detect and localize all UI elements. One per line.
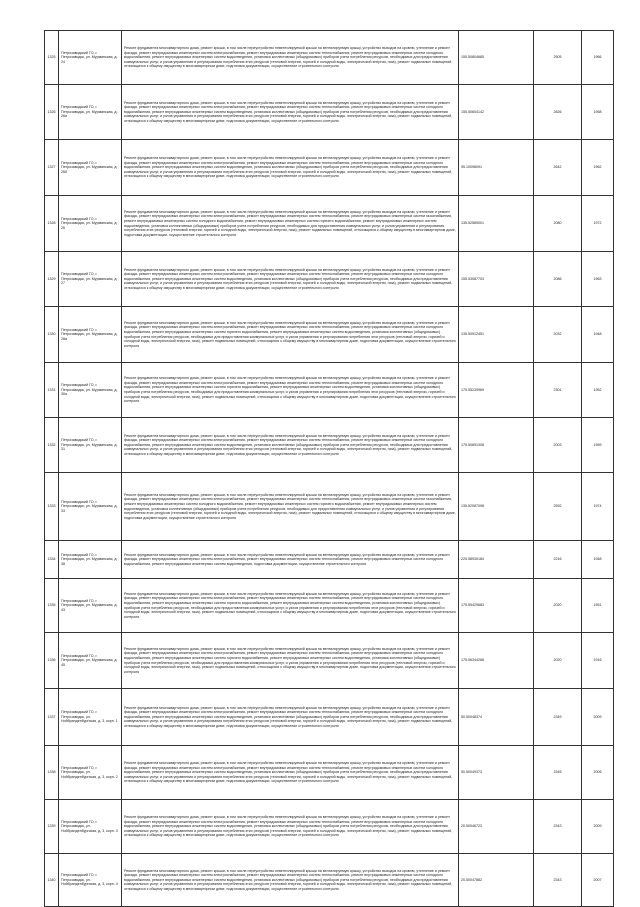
address-cell: Петрозаводский ГО, г. Петрозаводск, ул. Нойбранденбургская, д. 3, корп. 4 bbox=[59, 854, 122, 907]
address-cell: Петрозаводский ГО, г. Петрозаводск, ул. Нойбранденбургская, д. 3, корп. 2 bbox=[59, 746, 122, 800]
cost-cell: 20.50046723 bbox=[459, 800, 534, 854]
row-number: 1332 bbox=[45, 418, 59, 473]
area-cell: 2349 bbox=[534, 689, 582, 746]
year-built-cell: 1962 bbox=[582, 140, 614, 196]
row-number: 1328 bbox=[45, 196, 59, 252]
cost-cell: 50.50049373 bbox=[459, 746, 534, 800]
area-cell: 2301 bbox=[534, 363, 582, 418]
table-row bbox=[45, 633, 614, 689]
area-cell: 2826 bbox=[534, 85, 582, 140]
cost-cell: 135.52589001 bbox=[459, 196, 534, 252]
works-description-cell: Ремонт фундамента многоквартирного дома, ремонт крыши, в том числе переустройство невентилируемой крыши на вентилируемую крышу, устройство выходов на кровлю, утепление и ремонт фасада, ремонт внутридомовых инженерных систем электроснабжения, ремонт внутридомовых инженерных систем теплоснабжения, ремонт внутридомовых инженерных систем холодного водоснабжения, ремонт внутридомовых инженерных систем водоотведения, подготовка документации, осуществление строительного контроля bbox=[122, 541, 459, 579]
cost-cell: 225.58930184 bbox=[459, 541, 534, 579]
area-cell: 2345 bbox=[534, 746, 582, 800]
row-number: 1335 bbox=[45, 579, 59, 633]
year-built-cell: 1952 bbox=[582, 363, 614, 418]
year-built-cell: 1963 bbox=[582, 252, 614, 307]
works-description-cell: Ремонт фундамента многоквартирного дома, ремонт крыши, в том числе переустройство невентилируемой крыши на вентилируемую крышу, устройство выходов на кровлю, утепление и ремонт фасада, ремонт внутридомовых инженерных систем электроснабжения, ремонт внутридомовых инженерных систем теплоснабжения, ремонт внутридомовых инженерных систем холодного водоснабжения, ремонт внутридомовых инженерных систем водоотведения, установка коллективных (общедомовых) приборов учета потребления ресурсов, необходимых для предоставления коммунальных услуг, и узлов управления и регулирования потребления этих ресурсов (тепловой энергии, горячей и холодной воды, электрической энергии, газа), ремонт подвальных помещений, относящихся к общему имуществу в многоквартирном доме, подготовка документации, осуществление строительного контроля bbox=[122, 140, 459, 196]
works-description-cell: Ремонт фундамента многоквартирного дома, ремонт крыши, в том числе переустройство невентилируемой крыши на вентилируемую крышу, устройство выходов на кровлю, утепление и ремонт фасада, ремонт внутридомовых инженерных систем электроснабжения, ремонт внутридомовых инженерных систем теплоснабжения, ремонт внутридомовых инженерных систем холодного водоснабжения, ремонт внутридомовых инженерных систем водоотведения, установка коллективных (общедомовых) приборов учета потребления ресурсов, необходимых для предоставления коммунальных услуг, и узлов управления и регулирования потребления этих ресурсов (тепловой энергии, горячей и холодной воды, электрической энергии, газа), ремонт подвальных помещений, относящихся к общему имуществу в многоквартирном доме, подготовка документации, осуществление строительного контроля bbox=[122, 252, 459, 307]
table-row bbox=[45, 418, 614, 473]
cost-cell: 155.53087703 bbox=[459, 252, 534, 307]
address-cell: Петрозаводский ГО, г. Петрозаводск, ул. Мурманская, д. 26б bbox=[59, 140, 122, 196]
year-built-cell: 2009 bbox=[582, 800, 614, 854]
row-number: 1329 bbox=[45, 252, 59, 307]
row-number: 1334 bbox=[45, 541, 59, 579]
cost-cell: 175.55239969 bbox=[459, 363, 534, 418]
year-built-cell: 1959 bbox=[582, 418, 614, 473]
cost-cell: 95.10096091 bbox=[459, 140, 534, 196]
works-description-cell: Ремонт фундамента многоквартирного дома, ремонт крыши, в том числе переустройство невентилируемой крыши на вентилируемую крышу, устройство выходов на кровлю, утепление и ремонт фасада, ремонт внутридомовых инженерных систем электроснабжения, ремонт внутридомовых инженерных систем теплоснабжения, ремонт внутридомовых инженерных систем холодного водоснабжения, ремонт внутридомовых инженерных систем горячего водоснабжения, ремонт внутридомовых инженерных систем водоотведения, установка коллективных (общедомовых) приборов учета потребления ресурсов, необходимых для предоставления коммунальных услуг, и узлов управления и регулирования потребления этих ресурсов (тепловой энергии, горячей и холодной воды, электрической энергии, газа), ремонт подвальных помещений, относящихся к общему имуществу в многоквартирном доме, подготовка документации, осуществление строительного контроля bbox=[122, 363, 459, 418]
table-row bbox=[45, 196, 614, 252]
works-description-cell: Ремонт фундамента многоквартирного дома, ремонт крыши, в том числе переустройство невентилируемой крыши на вентилируемую крышу, устройство выходов на кровлю, утепление и ремонт фасада, ремонт внутридомовых инженерных систем электроснабжения, ремонт внутридомовых инженерных систем теплоснабжения, ремонт внутридомовых инженерных систем холодного водоснабжения, ремонт внутридомовых инженерных систем водоотведения, установка коллективных (общедомовых) приборов учета потребления ресурсов, необходимых для предоставления коммунальных услуг, и узлов управления и регулирования потребления этих ресурсов (тепловой энергии, горячей и холодной воды, электрической энергии, газа), ремонт подвальных помещений, относящихся к общему имуществу в многоквартирном доме, подготовка документации, осуществление строительного контроля bbox=[122, 800, 459, 854]
area-cell: 2080 bbox=[534, 196, 582, 252]
works-description-cell: Ремонт фундамента многоквартирного дома, ремонт крыши, в том числе переустройство невентилируемой крыши на вентилируемую крышу, устройство выходов на кровлю, утепление и ремонт фасада, ремонт внутридомовых инженерных систем электроснабжения, ремонт внутридомовых инженерных систем теплоснабжения, ремонт внутридомовых инженерных систем холодного водоснабжения, ремонт внутридомовых инженерных систем горячего водоснабжения, ремонт внутридомовых инженерных систем водоотведения, установка коллективных (общедомовых) приборов учета потребления ресурсов, необходимых для предоставления коммунальных услуг, и узлов управления и регулирования потребления этих ресурсов (тепловой энергии, горячей и холодной воды, электрической энергии, газа), ремонт подвальных помещений, относящихся к общему имуществу в многоквартирном доме, подготовка документации, осуществление строительного контроля bbox=[122, 633, 459, 689]
area-cell: 2032 bbox=[534, 307, 582, 363]
address-cell: Петрозаводский ГО, г. Петрозаводск, ул. Мурманская, д. 28а bbox=[59, 307, 122, 363]
address-cell: Петрозаводский ГО, г. Петрозаводск, ул. Мурманская, д. 45 bbox=[59, 633, 122, 689]
year-built-cell: 2006 bbox=[582, 746, 614, 800]
table-row bbox=[45, 252, 614, 307]
cost-cell: 155.50804685 bbox=[459, 31, 534, 85]
works-description-cell: Ремонт фундамента многоквартирного дома, ремонт крыши, в том числе переустройство невентилируемой крыши на вентилируемую крышу, устройство выходов на кровлю, утепление и ремонт фасада, ремонт внутридомовых инженерных систем электроснабжения, ремонт внутридомовых инженерных систем теплоснабжения, ремонт внутридомовых инженерных систем холодного водоснабжения, ремонт внутридомовых инженерных систем горячего водоснабжения, ремонт внутридомовых инженерных систем водоотведения, установка коллективных (общедомовых) приборов учета потребления ресурсов, необходимых для предоставления коммунальных услуг, и узлов управления и регулирования потребления этих ресурсов (тепловой энергии, горячей и холодной воды, электрической энергии, газа), ремонт подвальных помещений, относящихся к общему имуществу в многоквартирном доме, подготовка документации, осуществление строительного контроля bbox=[122, 579, 459, 633]
year-built-cell: 1974 bbox=[582, 473, 614, 541]
works-description-cell: Ремонт фундамента многоквартирного дома, ремонт крыши, в том числе переустройство невентилируемой крыши на вентилируемую крышу, устройство выходов на кровлю, утепление и ремонт фасада, ремонт внутридомовых инженерных систем электроснабжения, ремонт внутридомовых инженерных систем теплоснабжения, ремонт внутридомовых инженерных систем холодного водоснабжения, ремонт внутридомовых инженерных систем горячего водоснабжения, ремонт внутридомовых инженерных систем водоотведения, установка коллективных (общедомовых) приборов учета потребления ресурсов, необходимых для предоставления коммунальных услуг, и узлов управления и регулирования потребления этих ресурсов (тепловой энергии, горячей и холодной воды, электрической энергии, газа), ремонт подвальных помещений, относящихся к общему имуществу в многоквартирном доме, подготовка документации, осуществление строительного контроля bbox=[122, 307, 459, 363]
area-cell: 2020 bbox=[534, 579, 582, 633]
table-row bbox=[45, 800, 614, 854]
cost-cell: 20.50047882 bbox=[459, 854, 534, 907]
table-row bbox=[45, 689, 614, 746]
year-built-cell: 1966 bbox=[582, 31, 614, 85]
works-description-cell: Ремонт фундамента многоквартирного дома, ремонт крыши, в том числе переустройство невентилируемой крыши на вентилируемую крышу, устройство выходов на кровлю, утепление и ремонт фасада, ремонт внутридомовых инженерных систем электроснабжения, ремонт внутридомовых инженерных систем теплоснабжения, ремонт внутридомовых инженерных систем холодного водоснабжения, ремонт внутридомовых инженерных систем водоотведения, установка коллективных (общедомовых) приборов учета потребления ресурсов, необходимых для предоставления коммунальных услуг, и узлов управления и регулирования потребления этих ресурсов (тепловой энергии, горячей и холодной воды, электрической энергии, газа), ремонт подвальных помещений, относящихся к общему имуществу в многоквартирном доме, подготовка документации, осуществление строительного контроля bbox=[122, 418, 459, 473]
year-built-cell: 1948 bbox=[582, 307, 614, 363]
table-body bbox=[45, 31, 614, 907]
year-built-cell: 1948 bbox=[582, 541, 614, 579]
address-cell: Петрозаводский ГО, г. Петрозаводск, ул. Мурманская, д. 26 bbox=[59, 196, 122, 252]
year-built-cell: 2007 bbox=[582, 854, 614, 907]
area-cell: 2343 bbox=[534, 800, 582, 854]
row-number: 1325 bbox=[45, 31, 59, 85]
address-cell: Петрозаводский ГО, г. Петрозаводск, ул. Мурманская, д. 33 bbox=[59, 473, 122, 541]
table-row bbox=[45, 363, 614, 418]
table-row bbox=[45, 85, 614, 140]
area-cell: 2592 bbox=[534, 473, 582, 541]
year-built-cell: 1958 bbox=[582, 85, 614, 140]
works-description-cell: Ремонт фундамента многоквартирного дома, ремонт крыши, в том числе переустройство невентилируемой крыши на вентилируемую крышу, устройство выходов на кровлю, утепление и ремонт фасада, ремонт внутридомовых инженерных систем электроснабжения, ремонт внутридомовых инженерных систем теплоснабжения, ремонт внутридомовых инженерных систем холодного водоснабжения, ремонт внутридомовых инженерных систем водоотведения, установка коллективных (общедомовых) приборов учета потребления ресурсов, необходимых для предоставления коммунальных услуг, и узлов управления и регулирования потребления этих ресурсов (тепловой энергии, горячей и холодной воды, электрической энергии, газа), ремонт подвальных помещений, относящихся к общему имуществу в многоквартирном доме, подготовка документации, осуществление строительного контроля bbox=[122, 854, 459, 907]
works-description-cell: Ремонт фундамента многоквартирного дома, ремонт крыши, в том числе переустройство невентилируемой крыши на вентилируемую крышу, устройство выходов на кровлю, утепление и ремонт фасада, ремонт внутридомовых инженерных систем электроснабжения, ремонт внутридомовых инженерных систем теплоснабжения, ремонт внутридомовых инженерных систем газоснабжения, ремонт внутридомовых инженерных систем холодного водоснабжения, ремонт внутридомовых инженерных систем горячего водоснабжения, ремонт внутридомовых инженерных систем водоотведения, установка коллективных (общедомовых) приборов учета потребления ресурсов, необходимых для предоставления коммунальных услуг, и узлов управления и регулирования потребления этих ресурсов (тепловой энергии, горячей и холодной воды, электрической энергии, газа), ремонт подвальных помещений, относящихся к общему имуществу в многоквартирном доме, подготовка документации, осуществление строительного контроля bbox=[122, 473, 459, 541]
area-cell: 2505 bbox=[534, 31, 582, 85]
row-number: 1326 bbox=[45, 85, 59, 140]
row-number: 1331 bbox=[45, 363, 59, 418]
area-cell: 2020 bbox=[534, 633, 582, 689]
year-built-cell: 1972 bbox=[582, 196, 614, 252]
row-number: 1336 bbox=[45, 633, 59, 689]
cost-cell: 175.55429683 bbox=[459, 579, 534, 633]
row-number: 1340 bbox=[45, 854, 59, 907]
row-number: 1327 bbox=[45, 140, 59, 196]
capital-repair-table bbox=[44, 30, 614, 907]
address-cell: Петрозаводский ГО, г. Петрозаводск, ул. Мурманская, д. 30а bbox=[59, 363, 122, 418]
table-row bbox=[45, 541, 614, 579]
cost-cell: 155.50604142 bbox=[459, 85, 534, 140]
row-number: 1338 bbox=[45, 746, 59, 800]
address-cell: Петрозаводский ГО, г. Петрозаводск, ул. Мурманская, д. 27 bbox=[59, 252, 122, 307]
works-description-cell: Ремонт фундамента многоквартирного дома, ремонт крыши, в том числе переустройство невентилируемой крыши на вентилируемую крышу, устройство выходов на кровлю, утепление и ремонт фасада, ремонт внутридомовых инженерных систем электроснабжения, ремонт внутридомовых инженерных систем теплоснабжения, ремонт внутридомовых инженерных систем холодного водоснабжения, ремонт внутридомовых инженерных систем водоотведения, установка коллективных (общедомовых) приборов учета потребления ресурсов, необходимых для предоставления коммунальных услуг, и узлов управления и регулирования потребления этих ресурсов (тепловой энергии, горячей и холодной воды, электрической энергии, газа), ремонт подвальных помещений, относящихся к общему имуществу в многоквартирном доме, подготовка документации, осуществление строительного контроля bbox=[122, 31, 459, 85]
address-cell: Петрозаводский ГО, г. Петрозаводск, ул. Мурманская, д. 38 bbox=[59, 541, 122, 579]
table-row bbox=[45, 473, 614, 541]
cost-cell: 135.50912451 bbox=[459, 307, 534, 363]
year-built-cell: 1951 bbox=[582, 579, 614, 633]
row-number: 1339 bbox=[45, 800, 59, 854]
address-cell: Петрозаводский ГО, г. Петрозаводск, ул. Мурманская, д. 24 bbox=[59, 31, 122, 85]
table-row bbox=[45, 579, 614, 633]
address-cell: Петрозаводский ГО, г. Петрозаводск, ул. Мурманская, д. 26а bbox=[59, 85, 122, 140]
address-cell: Петрозаводский ГО, г. Петрозаводск, ул. Нойбранденбургская, д. 3, корп. 3 bbox=[59, 800, 122, 854]
row-number: 1330 bbox=[45, 307, 59, 363]
cost-cell: 135.52087098 bbox=[459, 473, 534, 541]
cost-cell: 175.56344268 bbox=[459, 633, 534, 689]
year-built-cell: 1916 bbox=[582, 633, 614, 689]
area-cell: 2642 bbox=[534, 140, 582, 196]
row-number: 1333 bbox=[45, 473, 59, 541]
area-cell: 2086 bbox=[534, 252, 582, 307]
table-row bbox=[45, 746, 614, 800]
row-number: 1337 bbox=[45, 689, 59, 746]
cost-cell: 50.50048374 bbox=[459, 689, 534, 746]
works-description-cell: Ремонт фундамента многоквартирного дома, ремонт крыши, в том числе переустройство невентилируемой крыши на вентилируемую крышу, устройство выходов на кровлю, утепление и ремонт фасада, ремонт внутридомовых инженерных систем электроснабжения, ремонт внутридомовых инженерных систем теплоснабжения, ремонт внутридомовых инженерных систем газоснабжения, ремонт внутридомовых инженерных систем холодного водоснабжения, ремонт внутридомовых инженерных систем горячего водоснабжения, ремонт внутридомовых инженерных систем водоотведения, установка коллективных (общедомовых) приборов учета потребления ресурсов, необходимых для предоставления коммунальных услуг, и узлов управления и регулирования потребления этих ресурсов (тепловой энергии, горячей и холодной воды, электрической энергии, газа), ремонт подвальных помещений, относящихся к общему имуществу в многоквартирном доме, подготовка документации, осуществление строительного контроля bbox=[122, 196, 459, 252]
works-description-cell: Ремонт фундамента многоквартирного дома, ремонт крыши, в том числе переустройство невентилируемой крыши на вентилируемую крышу, устройство выходов на кровлю, утепление и ремонт фасада, ремонт внутридомовых инженерных систем электроснабжения, ремонт внутридомовых инженерных систем теплоснабжения, ремонт внутридомовых инженерных систем холодного водоснабжения, ремонт внутридомовых инженерных систем водоотведения, установка коллективных (общедомовых) приборов учета потребления ресурсов, необходимых для предоставления коммунальных услуг, и узлов управления и регулирования потребления этих ресурсов (тепловой энергии, горячей и холодной воды, электрической энергии, газа), ремонт подвальных помещений, относящихся к общему имуществу в многоквартирном доме, подготовка документации, осуществление строительного контроля bbox=[122, 689, 459, 746]
area-cell: 2003 bbox=[534, 418, 582, 473]
table-row bbox=[45, 31, 614, 85]
works-description-cell: Ремонт фундамента многоквартирного дома, ремонт крыши, в том числе переустройство невентилируемой крыши на вентилируемую крышу, устройство выходов на кровлю, утепление и ремонт фасада, ремонт внутридомовых инженерных систем электроснабжения, ремонт внутридомовых инженерных систем теплоснабжения, ремонт внутридомовых инженерных систем холодного водоснабжения, ремонт внутридомовых инженерных систем водоотведения, установка коллективных (общедомовых) приборов учета потребления ресурсов, необходимых для предоставления коммунальных услуг, и узлов управления и регулирования потребления этих ресурсов (тепловой энергии, горячей и холодной воды, электрической энергии, газа), ремонт подвальных помещений, относящихся к общему имуществу в многоквартирном доме, подготовка документации, осуществление строительного контроля bbox=[122, 746, 459, 800]
cost-cell: 175.50651308 bbox=[459, 418, 534, 473]
address-cell: Петрозаводский ГО, г. Петрозаводск, ул. Мурманская, д. 31 bbox=[59, 418, 122, 473]
table-row bbox=[45, 854, 614, 907]
area-cell: 2343 bbox=[534, 854, 582, 907]
address-cell: Петрозаводский ГО, г. Петрозаводск, ул. Нойбранденбургская, д. 3, корп. 1 bbox=[59, 689, 122, 746]
address-cell: Петрозаводский ГО, г. Петрозаводск, ул. Мурманская, д. 43 bbox=[59, 579, 122, 633]
year-built-cell: 2009 bbox=[582, 689, 614, 746]
works-description-cell: Ремонт фундамента многоквартирного дома, ремонт крыши, в том числе переустройство невентилируемой крыши на вентилируемую крышу, устройство выходов на кровлю, утепление и ремонт фасада, ремонт внутридомовых инженерных систем электроснабжения, ремонт внутридомовых инженерных систем теплоснабжения, ремонт внутридомовых инженерных систем холодного водоснабжения, ремонт внутридомовых инженерных систем водоотведения, установка коллективных (общедомовых) приборов учета потребления ресурсов, необходимых для предоставления коммунальных услуг, и узлов управления и регулирования потребления этих ресурсов (тепловой энергии, горячей и холодной воды, электрической энергии, газа), ремонт подвальных помещений, относящихся к общему имуществу в многоквартирном доме, подготовка документации, осуществление строительного контроля bbox=[122, 85, 459, 140]
area-cell: 2216 bbox=[534, 541, 582, 579]
table-row bbox=[45, 140, 614, 196]
table-row bbox=[45, 307, 614, 363]
